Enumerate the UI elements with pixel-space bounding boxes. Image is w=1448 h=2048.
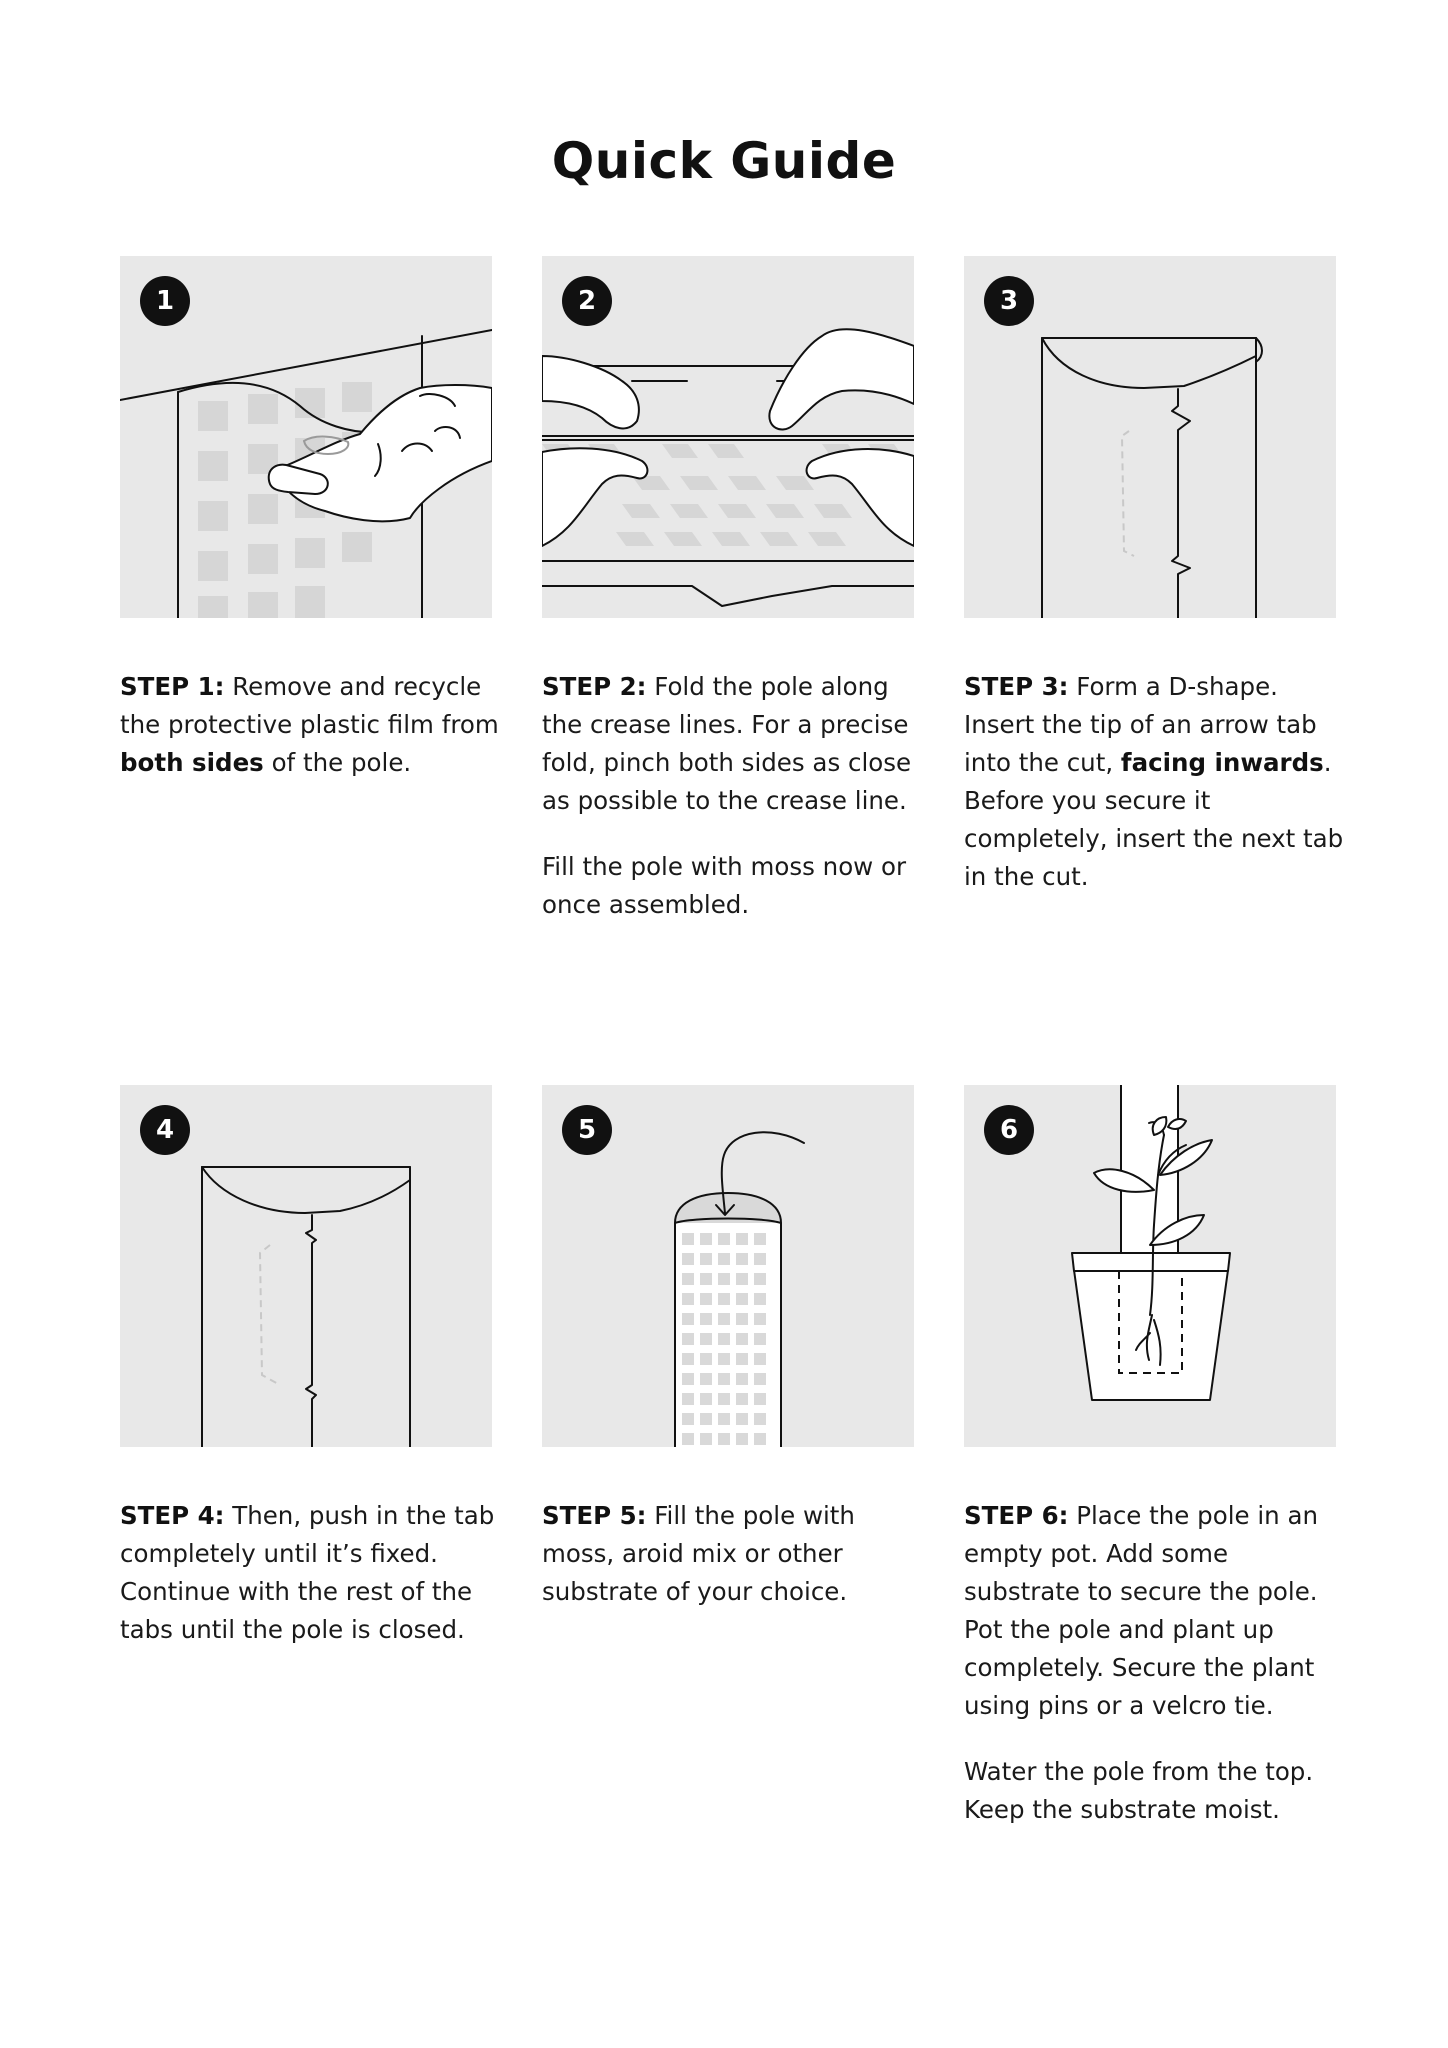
step-4-number-badge: 4 (140, 1105, 190, 1155)
step-1-instructions (120, 668, 500, 810)
step-4-instructions (120, 1497, 500, 1677)
step-6-note: Water the pole from the top. Keep the substrate moist. (964, 1757, 1314, 1824)
step-2-illustration (542, 256, 914, 618)
step-2-number-badge: 2 (562, 276, 612, 326)
step-3-label: STEP 3: (964, 672, 1069, 701)
step-4-label: STEP 4: (120, 1501, 225, 1530)
step-6-illustration (964, 1085, 1336, 1447)
step-2-label: STEP 2: (542, 672, 647, 701)
step-6-label: STEP 6: (964, 1501, 1069, 1530)
step-6-number-badge: 6 (984, 1105, 1034, 1155)
step-6-paragraph: STEP 6: Place the pole in an empty pot. Add some substrate to secure the pole. Pot the pole and plant up completely. Secure the plant using pins or a velcro tie. (964, 1501, 1319, 1720)
step-3-number-badge: 3 (984, 276, 1034, 326)
step-4-paragraph: STEP 4: Then, push in the tab completely until it’s fixed. Continue with the rest of the tabs until the pole is closed. (120, 1501, 495, 1644)
step-5-label: STEP 5: (542, 1501, 647, 1530)
step-3-paragraph: STEP 3: Form a D-shape. Insert the tip of an arrow tab into the cut, facing inwards. Before you secure it completely, insert the next tab in the cut. (964, 672, 1344, 891)
step-3-illustration (964, 256, 1336, 618)
step-2-paragraph: STEP 2: Fold the pole along the crease lines. For a precise fold, pinch both sides as close as possible to the crease line. (542, 672, 912, 815)
step-6-instructions (964, 1497, 1344, 1857)
step-3-instructions (964, 668, 1344, 924)
step-5-number-badge: 5 (562, 1105, 612, 1155)
step-5-illustration (542, 1085, 914, 1447)
step-4-illustration (120, 1085, 492, 1447)
step-2-instructions (542, 668, 922, 952)
step-5-instructions (542, 1497, 922, 1639)
step-1-paragraph: STEP 1: Remove and recycle the protective plastic film from both sides of the pole. (120, 672, 499, 777)
step-5-paragraph: STEP 5: Fill the pole with moss, aroid mix or other substrate of your choice. (542, 1501, 855, 1606)
step-1-label: STEP 1: (120, 672, 225, 701)
step-2-note: Fill the pole with moss now or once assembled. (542, 852, 907, 919)
step-1-illustration (120, 256, 492, 618)
step-1-number-badge: 1 (140, 276, 190, 326)
page-title: Quick Guide (551, 132, 897, 190)
